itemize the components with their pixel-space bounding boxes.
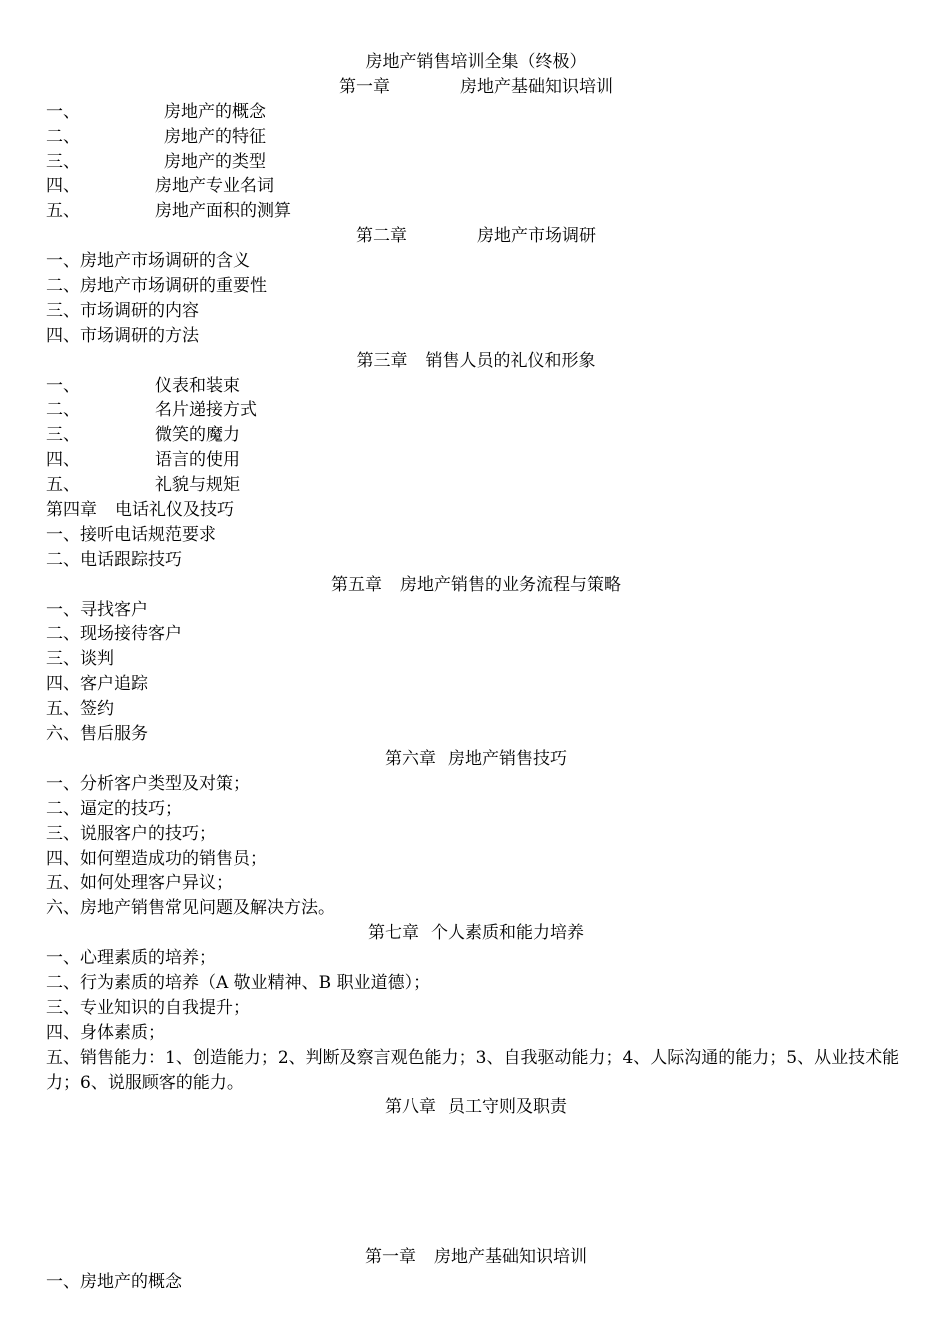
toc-item	[46, 125, 906, 150]
toc-item: 三、谈判	[46, 649, 114, 670]
item-text: 微笑的魔力	[155, 425, 240, 446]
document-title: 房地产销售培训全集（终极）	[365, 52, 587, 72]
item-number: 三、	[46, 151, 80, 172]
chapter-label: 第六章	[385, 748, 436, 769]
item-number: 二、	[46, 400, 80, 421]
toc-item: 二、房地产市场调研的重要性	[46, 276, 267, 297]
chapter-title: 员工守则及职责	[448, 1097, 567, 1118]
toc-item	[46, 398, 906, 423]
blank-space	[46, 1120, 906, 1245]
chapter-title: 个人素质和能力培养	[431, 923, 584, 944]
chapter-label: 第八章	[385, 1097, 436, 1118]
toc-chapter-3-heading	[46, 349, 906, 374]
chapter-label: 第一章	[365, 1247, 416, 1268]
toc-item: 三、专业知识的自我提升；	[46, 997, 250, 1018]
item-number: 一、	[46, 101, 80, 122]
toc-item	[46, 374, 906, 399]
toc-chapter-7-heading	[46, 921, 906, 946]
item-text: 房地产专业名词	[155, 176, 274, 197]
chapter-label: 第三章	[356, 350, 408, 371]
chapter-label: 第一章	[339, 76, 390, 97]
toc-chapter-4-heading	[46, 498, 906, 523]
chapter-label: 第五章	[331, 574, 382, 595]
toc-item: 五、如何处理客户异议；	[46, 873, 233, 894]
chapter-label: 第二章	[356, 226, 407, 247]
toc-item: 一、寻找客户	[46, 599, 148, 620]
toc-chapter-2-heading	[46, 224, 906, 249]
toc-item: 六、售后服务	[46, 724, 148, 745]
item-text: 房地产的概念	[164, 101, 266, 122]
chapter-title: 电话礼仪及技巧	[115, 500, 234, 521]
toc-item	[46, 448, 906, 473]
item-text: 语言的使用	[155, 450, 240, 471]
toc-item	[46, 423, 906, 448]
item-text: 仪表和装束	[155, 375, 240, 396]
chapter-title: 房地产销售技巧	[448, 748, 567, 769]
toc-item: 三、市场调研的内容	[46, 300, 199, 321]
item-number: 四、	[46, 450, 80, 471]
toc-item: 五、签约	[46, 699, 114, 720]
toc-item: 一、接听电话规范要求	[46, 524, 216, 545]
toc-chapter-1-heading	[46, 75, 906, 100]
toc-item: 一、房地产市场调研的含义	[46, 251, 250, 272]
toc-item	[46, 174, 906, 199]
chapter-title: 房地产基础知识培训	[460, 76, 613, 97]
toc-item: 四、客户追踪	[46, 674, 148, 695]
chapter-title: 房地产基础知识培训	[434, 1247, 587, 1268]
chapter-label: 第四章	[46, 500, 97, 521]
item-text: 房地产的类型	[164, 151, 266, 172]
toc-chapter-5-heading	[46, 573, 906, 598]
toc-item-long: 五、销售能力：1、创造能力；2、判断及察言观色能力；3、自我驱动能力；4、人际沟通的能力；5、从业技术能力；6、说服顾客的能力。	[46, 1047, 900, 1093]
chapter-title: 房地产市场调研	[477, 226, 596, 247]
toc-item: 一、分析客户类型及对策；	[46, 773, 250, 794]
toc-item: 四、如何塑造成功的销售员；	[46, 848, 267, 869]
toc-item: 二、电话跟踪技巧	[46, 549, 182, 570]
item-number: 三、	[46, 425, 80, 446]
toc-item: 三、说服客户的技巧；	[46, 823, 216, 844]
toc-item: 一、心理素质的培养；	[46, 948, 216, 969]
item-text: 礼貌与规矩	[155, 475, 240, 496]
item-number: 二、	[46, 126, 80, 147]
item-text: 名片递接方式	[155, 400, 257, 421]
toc-item: 二、行为素质的培养（A 敬业精神、B 职业道德）；	[46, 972, 431, 993]
body-chapter-heading	[46, 1245, 906, 1270]
toc-item: 四、身体素质；	[46, 1022, 165, 1043]
section-heading: 一、房地产的概念	[46, 1272, 182, 1293]
chapter-label: 第七章	[368, 923, 419, 944]
toc-item: 二、现场接待客户	[46, 624, 182, 645]
toc-item	[46, 150, 906, 175]
chapter-title: 房地产销售的业务流程与策略	[400, 574, 621, 595]
item-text: 房地产的特征	[164, 126, 266, 147]
toc-item: 二、逼定的技巧；	[46, 798, 182, 819]
toc-item	[46, 100, 906, 125]
item-number: 一、	[46, 375, 80, 396]
item-text: 房地产面积的测算	[155, 201, 291, 222]
toc-item	[46, 473, 906, 498]
item-number: 四、	[46, 176, 80, 197]
toc-item	[46, 199, 906, 224]
item-number: 五、	[46, 475, 80, 496]
chapter-title: 销售人员的礼仪和形象	[425, 350, 596, 371]
toc-item: 四、市场调研的方法	[46, 325, 199, 346]
toc-chapter-6-heading	[46, 747, 906, 772]
toc-item: 六、房地产销售常见问题及解决方法。	[46, 898, 335, 919]
item-number: 五、	[46, 201, 80, 222]
toc-chapter-8-heading	[46, 1095, 906, 1120]
